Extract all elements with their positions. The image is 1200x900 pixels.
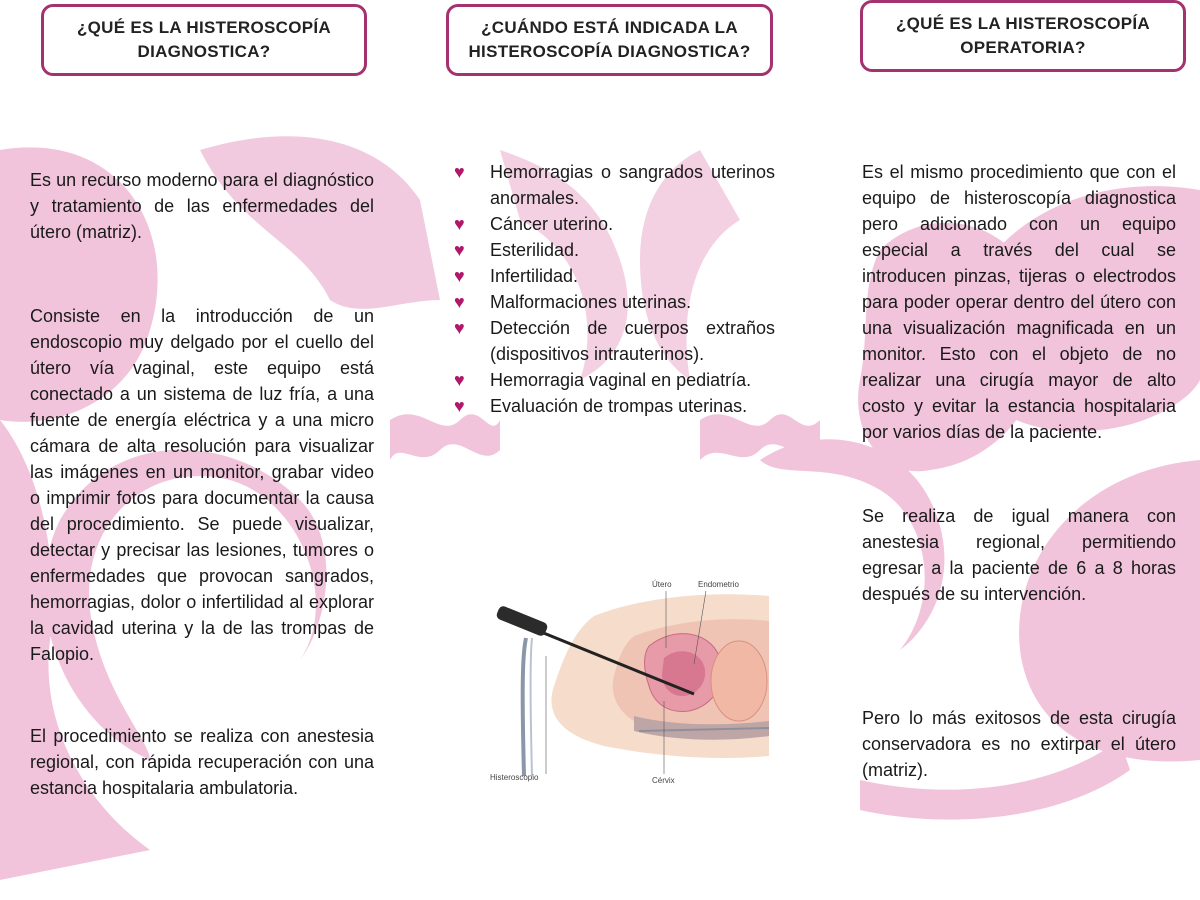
list-item: ♥ Infertilidad. (454, 263, 775, 289)
heart-icon: ♥ (454, 266, 465, 286)
heart-icon: ♥ (454, 370, 465, 390)
column1-body (30, 167, 374, 801)
label-utero: Útero (652, 580, 672, 589)
column2-body (454, 159, 775, 419)
list-item: ♥ Hemorragias o sangrados uterinos anormales. (454, 159, 775, 211)
list-item: ♥ Malformaciones uterinas. (454, 289, 775, 315)
list-item: ♥ Detección de cuerpos extraños (dispositivos intrauterinos). (454, 315, 775, 367)
column1-paragraph-1: Es un recurso moderno para el diagnóstico y tratamiento de las enfermedades del útero (matriz). (30, 170, 374, 242)
column3-title-text: ¿QUÉ ES LA HISTEROSCOPÍA OPERATORIA? (895, 14, 1151, 57)
column3-paragraph-2: Se realiza de igual manera con anestesia regional, permitiendo egresar a la paciente de 6 a 8 horas después de su intervención. (862, 506, 1176, 604)
heart-icon: ♥ (454, 292, 465, 312)
indications-list (454, 159, 775, 419)
label-histeroscopio: Histeroscopio (490, 773, 539, 782)
column1-title (41, 4, 367, 76)
column1-paragraph-2: Consiste en la introducción de un endoscopio muy delgado por el cuello del útero vía vaginal, este equipo está conectado a un sistema de luz fría, a una fuente de energía eléctrica y a una micro cámara de alta resolución para visualizar las imágenes en un monitor, grabar video o imprimir fotos para documentar la causa del procedimiento. Se puede visualizar, detectar y precisar las lesiones, tumores o enfermedades que provocan sangrados, hemorragias, dolor o infertilidad al explorar la cavidad uterina y la de las trompas de Falopio. (30, 306, 374, 664)
column3-body (862, 159, 1176, 783)
column3-paragraph-3: Pero lo más exitosos de esta cirugía conservadora es no extirpar el útero (matriz). (862, 708, 1176, 780)
column1-title-text: ¿QUÉ ES LA HISTEROSCOPÍA DIAGNOSTICA? (76, 18, 332, 61)
list-item: ♥ Esterilidad. (454, 237, 775, 263)
list-item: ♥ Cáncer uterino. (454, 211, 775, 237)
heart-icon: ♥ (454, 396, 465, 416)
column2-title (446, 4, 773, 76)
hysteroscopy-illustration (484, 576, 774, 786)
column3-paragraph-1: Es el mismo procedimiento que con el equipo de histeroscopía diagnostica pero adicionado con un equipo especial a través del cual se introducen pinzas, tijeras o electrodos para poder operar dentro del útero con una visualización magnificada en un monitor. Esto con el objeto de no realizar una cirugía mayor de alto costo y evitar la estancia hospitalaria por varios días de la paciente. (862, 162, 1176, 442)
heart-icon: ♥ (454, 240, 465, 260)
list-item: ♥ Evaluación de trompas uterinas. (454, 393, 775, 419)
column2-title-text: ¿CUÁNDO ESTÁ INDICADA LA HISTEROSCOPÍA DIAGNOSTICA? (468, 18, 751, 61)
label-cervix: Cérvix (652, 776, 675, 785)
heart-icon: ♥ (454, 318, 465, 338)
heart-icon: ♥ (454, 162, 465, 182)
column3-title (860, 0, 1186, 72)
label-endometrio: Endometrio (698, 580, 739, 589)
list-item: ♥ Hemorragia vaginal en pediatría. (454, 367, 775, 393)
heart-icon: ♥ (454, 214, 465, 234)
column1-paragraph-3: El procedimiento se realiza con anestesia regional, con rápida recuperación con una estancia hospitalaria ambulatoria. (30, 726, 374, 798)
